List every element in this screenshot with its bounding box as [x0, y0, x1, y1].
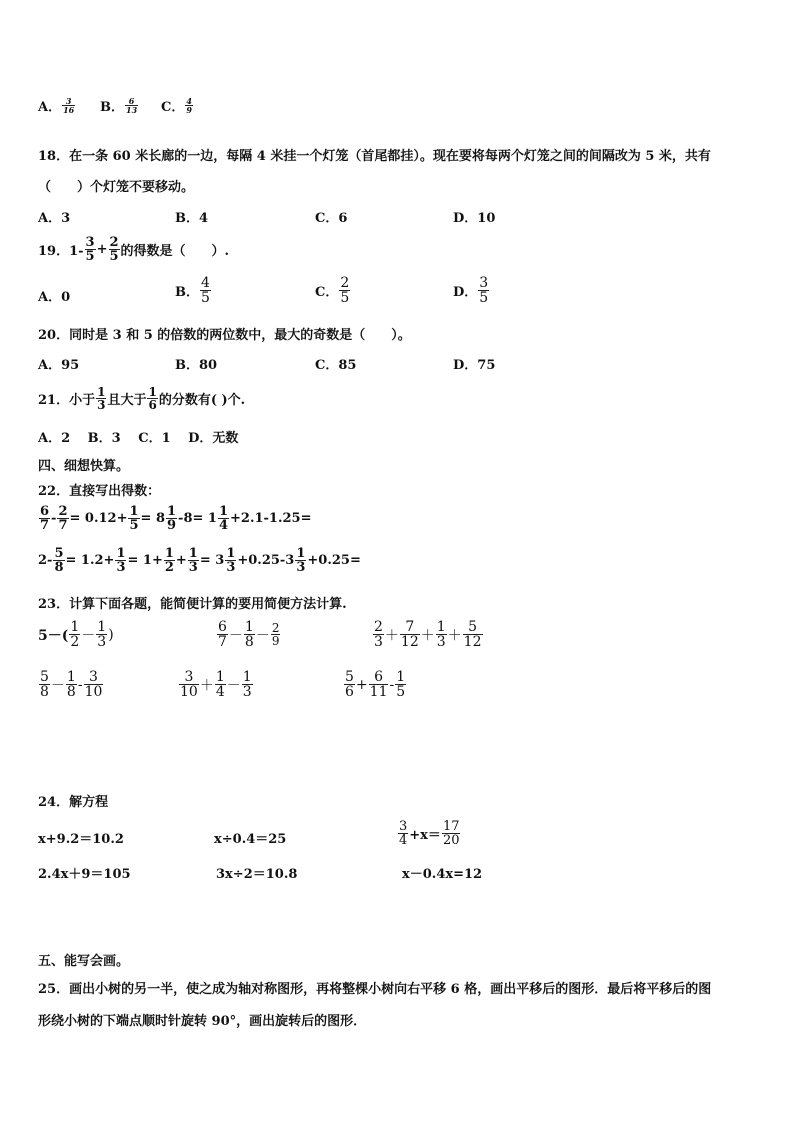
q22-row-2: 2- $\frac{5}{8}$ = 1.2+ $\frac{1}{3}$ = 1+ $\frac{1}{2}$ + $\frac{1}{3}$ = 3 $\frac{1}{3}$ +0.25-3 $\frac{1}{3}$ +0.25=	[38, 546, 361, 575]
fraction: $\frac{3}{5}$	[85, 235, 95, 264]
fraction: $\frac{3}{16}$	[63, 96, 75, 115]
fraction: $\frac{3}{5}$	[479, 275, 489, 306]
fraction: $\frac{2}{3}$	[374, 619, 383, 650]
fraction: $\frac{1}{2}$	[164, 546, 174, 575]
fraction: $\frac{4}{9}$	[186, 96, 192, 115]
q21-stem: 21．小于 $\frac{1}{3}$ 且大于 $\frac{1}{6}$ 的分数有( )个.	[38, 385, 246, 412]
fraction: $\frac{2}{5}$	[340, 275, 350, 306]
fraction: $\frac{1}{3}$	[97, 385, 106, 412]
q19-option-c: C． $\frac{2}{5}$	[315, 275, 350, 306]
q23-expr-6: $\frac{5}{6}$ + $\frac{6}{11}$ - $\frac{1}{5}$	[345, 669, 406, 700]
q19-option-a: A．0	[38, 290, 71, 305]
fraction: $\frac{2}{5}$	[109, 235, 119, 264]
fraction: $\frac{1}{4}$	[215, 669, 225, 700]
q20-option-d: D．75	[453, 358, 496, 373]
q21-options: A．2 B．3 C．1 D．无数	[38, 431, 239, 446]
fraction: $\frac{4}{5}$	[201, 275, 210, 306]
fraction: $\frac{6}{7}$	[40, 504, 50, 533]
fraction: $\frac{1}{8}$	[244, 619, 254, 650]
q19-stem: 19．1- $\frac{3}{5}$ + $\frac{2}{5}$ 的得数是（ ）.	[38, 235, 230, 264]
q23-expr-2: $\frac{6}{7}$ － $\frac{1}{8}$ － $\frac{2}{9}$	[218, 619, 280, 650]
fraction: $\frac{1}{3}$	[242, 669, 252, 700]
q24-equation-1: x+9.2＝10.2	[38, 832, 124, 847]
fraction: $\frac{2}{7}$	[58, 504, 68, 533]
q25-line2: 形绕小树的下端点顺时针旋转 90°，画出旋转后的图形．	[38, 1014, 367, 1029]
fraction: $\frac{3}{10}$	[180, 669, 198, 700]
q20-option-a: A．95	[38, 358, 80, 373]
fraction: $\frac{1}{3}$	[188, 546, 198, 575]
q20-option-c: C．85	[315, 358, 357, 373]
q22-title: 22．直接写出得数：	[38, 484, 161, 499]
fraction: $\frac{1}{3}$	[97, 619, 107, 650]
q20-option-b: B．80	[175, 358, 218, 373]
fraction: $\frac{1}{8}$	[66, 669, 76, 700]
fraction: $\frac{5}{6}$	[345, 669, 354, 700]
q18-option-a: A．3	[38, 211, 71, 226]
fraction: $\frac{1}{4}$	[218, 504, 228, 533]
fraction: $\frac{5}{12}$	[463, 619, 482, 650]
q24-equation-2: x÷0.4＝25	[214, 832, 287, 847]
q22-row-1: $\frac{6}{7}$ - $\frac{2}{7}$ = 0.12+ $\frac{1}{5}$ = 8 $\frac{1}{9}$ -8= 1 $\frac{1}{4}$ +2.1-1.25=	[40, 504, 312, 533]
q25-line1: 25．画出小树的另一半，使之成为轴对称图形，再将整棵小树向右平移 6 格，画出平移后的图形．最后将平移后的图	[38, 982, 712, 997]
section-5-heading: 五、能写会画。	[38, 954, 130, 969]
q24-title: 24．解方程	[38, 795, 109, 810]
fraction: $\frac{7}{12}$	[400, 619, 419, 650]
section-4-heading: 四、细想快算。	[38, 459, 130, 474]
q23-expr-4: $\frac{5}{8}$ － $\frac{1}{8}$ - $\frac{3}{10}$	[40, 669, 103, 700]
fraction: $\frac{1}{5}$	[129, 504, 139, 533]
fraction: $\frac{5}{8}$	[54, 546, 64, 575]
fraction: $\frac{1}{2}$	[70, 619, 80, 650]
q23-expr-1: 5－( $\frac{1}{2}$ － $\frac{1}{3}$ )	[38, 619, 114, 650]
q24-equation-5: 3x÷2＝10.8	[216, 867, 298, 882]
q18-option-b: B．4	[175, 211, 209, 226]
fraction: $\frac{17}{20}$	[442, 819, 460, 848]
fraction: $\frac{6}{7}$	[218, 619, 227, 650]
q17-option-c: C． $\frac{4}{9}$	[161, 96, 192, 115]
q23-expr-5: $\frac{3}{10}$ ＋ $\frac{1}{4}$ － $\frac{1}{3}$	[180, 669, 252, 700]
q18-line1: 18．在一条 60 米长廊的一边，每隔 4 米挂一个灯笼（首尾都挂）。现在要将每两个灯笼之间的间隔改为 5 米，共有	[38, 149, 711, 164]
fraction: $\frac{1}{3}$	[296, 546, 306, 575]
fraction: $\frac{1}{5}$	[396, 669, 406, 700]
fraction: $\frac{1}{3}$	[226, 546, 236, 575]
q24-equation-3: $\frac{3}{4}$ +x＝ $\frac{17}{20}$	[399, 819, 460, 848]
fraction: $\frac{6}{11}$	[369, 669, 388, 700]
fraction: $\frac{1}{3}$	[116, 546, 126, 575]
q17-option-b: B． $\frac{6}{13}$	[100, 96, 138, 115]
q20-stem: 20．同时是 3 和 5 的倍数的两位数中，最大的奇数是（ ）。	[38, 328, 411, 343]
q24-equation-4: 2.4x＋9＝105	[38, 867, 131, 882]
q18-option-c: C．6	[315, 211, 348, 226]
fraction: $\frac{3}{4}$	[399, 819, 408, 848]
q18-line2: （ ）个灯笼不要移动。	[38, 180, 195, 195]
q24-equation-6: x－0.4x=12	[402, 867, 483, 882]
q18-option-d: D．10	[453, 211, 496, 226]
fraction: $\frac{6}{13}$	[126, 96, 138, 115]
fraction: $\frac{1}{3}$	[436, 619, 446, 650]
q17-option-a: A． $\frac{3}{16}$	[38, 96, 75, 115]
fraction: $\frac{3}{10}$	[84, 669, 103, 700]
q19-option-d: D． $\frac{3}{5}$	[453, 275, 489, 306]
q23-title: 23．计算下面各题，能简便计算的要用简便方法计算.	[38, 597, 347, 612]
fraction: $\frac{2}{9}$	[271, 621, 280, 648]
q19-option-b: B． $\frac{4}{5}$	[175, 275, 210, 306]
fraction: $\frac{1}{6}$	[148, 385, 157, 412]
fraction: $\frac{5}{8}$	[40, 669, 49, 700]
q23-expr-3: $\frac{2}{3}$ ＋ $\frac{7}{12}$ ＋ $\frac{1}{3}$ ＋ $\frac{5}{12}$	[374, 619, 482, 650]
fraction: $\frac{1}{9}$	[167, 504, 177, 533]
